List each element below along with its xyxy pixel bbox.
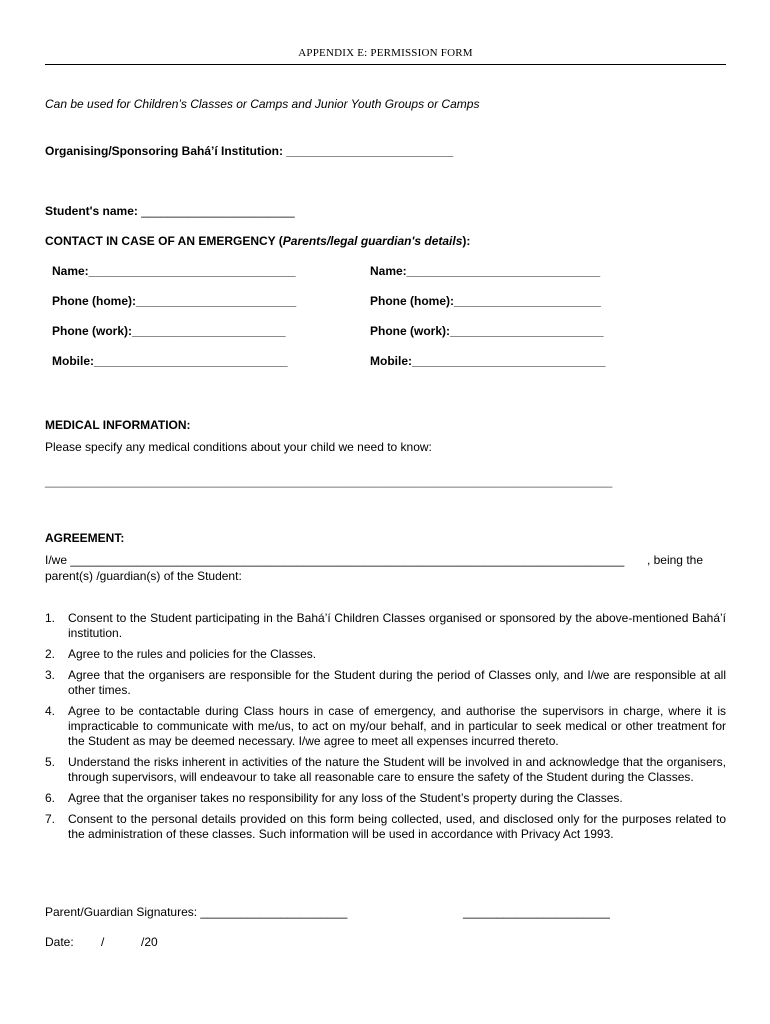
list-item: 4. Agree to be contactable during Class hours in case of emergency, and authorise the supervisors in charge, where it is impracticable to communicate with me/us, to act on my/our behalf, and in particular to seek medical or other treatment for the Student as may be deemed necessary. I/we agree to meet all expenses incurred thereto. [45,704,726,748]
date-slash-1: / [101,935,105,949]
agreement-heading: AGREEMENT: [45,531,125,545]
student-name-line[interactable]: _______________________ [141,204,295,218]
medical-prompt: Please specify any medical conditions about your child we need to know: [45,440,432,454]
institution-label: Organising/Sponsoring Bahá’í Institution: [45,144,283,158]
medical-heading: MEDICAL INFORMATION: [45,418,191,432]
signature-field[interactable]: Parent/Guardian Signatures: ______________________ [45,905,348,919]
parent-of-text: parent(s) /guardian(s) of the Student: [45,569,242,583]
date-slash-2: /20 [141,935,158,949]
contact1-name-field[interactable]: Name:_______________________________ [52,264,296,278]
parent-name-line[interactable]: I/we ___________________________________________________________________________________ [45,553,625,567]
list-item: 3. Agree that the organisers are responsible for the Student during the period of Classes only, and I/we are responsible at all other times. [45,668,726,697]
contact1-phone-work-field[interactable]: Phone (work):_______________________ [52,324,286,338]
contact2-name-field[interactable]: Name:_____________________________ [370,264,601,278]
contact1-phone-home-field[interactable]: Phone (home):________________________ [52,294,297,308]
form-subtitle: Can be used for Children’s Classes or Camps and Junior Youth Groups or Camps [45,97,480,111]
date-field[interactable] [45,935,158,949]
emergency-heading: CONTACT IN CASE OF AN EMERGENCY (Parents/legal guardian's details): [45,234,471,248]
medical-conditions-line[interactable]: _____________________________________________________________________________________ [45,474,613,488]
contact1-mobile-field[interactable]: Mobile:_____________________________ [52,354,288,368]
list-item: 5. Understand the risks inherent in activities of the nature the Student will be involved in and acknowledge that the organisers, through supervisors, will endeavour to take all reasonable care to ensure the safety of the Student during the Classes. [45,755,726,784]
list-item: 7. Consent to the personal details provided on this form being collected, used, and disclosed only for the purposes related to the administration of these classes. Such information will be used in accordance with Privacy Act 1993. [45,812,726,841]
form-title: APPENDIX E: PERMISSION FORM [298,47,473,59]
being-the-text: , being the [646,553,703,567]
list-item: 6. Agree that the organiser takes no responsibility for any loss of the Student’s property during the Classes. [45,791,623,805]
contact2-phone-work-field[interactable]: Phone (work):_______________________ [370,324,604,338]
institution-line[interactable]: _________________________ [286,144,454,158]
student-name-field[interactable] [45,204,295,218]
list-item: 1. Consent to the Student participating in the Bahá’í Children Classes organised or sponsored by the above-mentioned Bahá’í institution. [45,611,726,640]
list-item: 2. Agree to the rules and policies for the Classes. [45,647,317,661]
institution-field[interactable] [45,144,453,158]
contact2-phone-home-field[interactable]: Phone (home):______________________ [370,294,601,308]
student-name-label: Student's name: [45,204,138,218]
date-label: Date: [45,935,74,949]
header-rule [45,64,726,65]
parent-name-field[interactable] [45,553,726,567]
contact2-mobile-field[interactable]: Mobile:_____________________________ [370,354,606,368]
agreement-list [45,611,726,848]
second-signature-line[interactable]: ______________________ [463,905,610,919]
